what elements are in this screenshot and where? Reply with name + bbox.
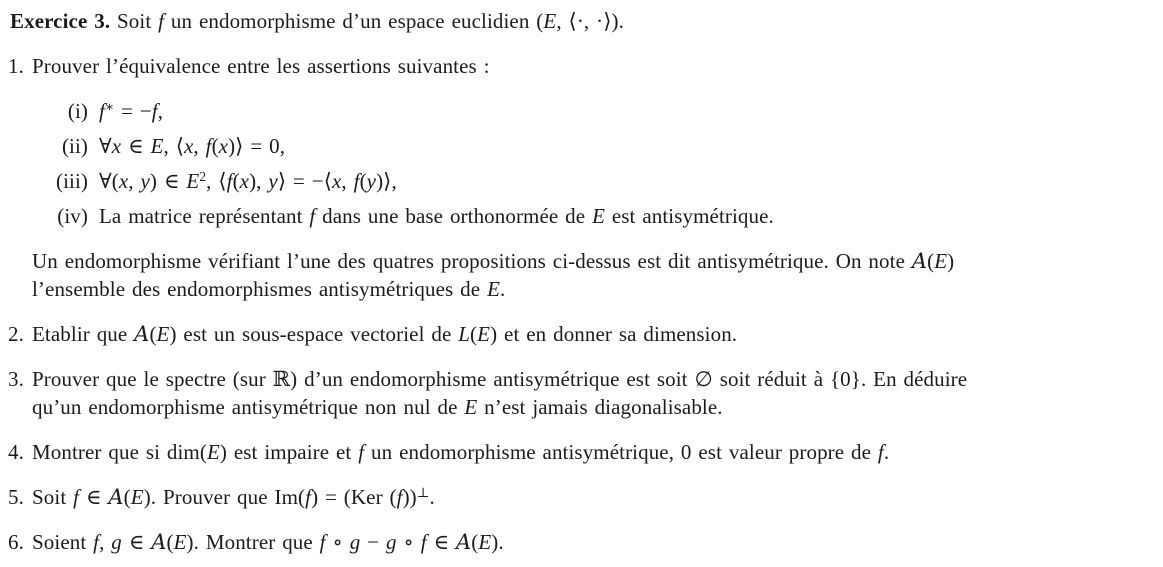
question-3-number: 3. bbox=[8, 367, 24, 391]
question-3-text: Prouver que le spectre (sur ℝ) d’un endomorphisme antisymétrique est soit ∅ soit réduit à {0}. En déduire qu’un endomorphisme antisymétrique non nul de E n’est jamais diagonalisable. bbox=[32, 367, 968, 419]
assertion-list bbox=[0, 97, 1163, 230]
assertion-iv bbox=[30, 202, 1163, 230]
question-5-number: 5. bbox=[8, 485, 24, 509]
assertion-ii-label: (ii) bbox=[61, 134, 88, 158]
assertion-iii-text: ∀(x, y) ∈ $E^2$, ⟨f(x), y⟩ = −⟨x, f(y)⟩, bbox=[99, 169, 397, 193]
question-6 bbox=[0, 528, 1163, 556]
question-3 bbox=[0, 365, 1163, 421]
assertion-i-text: f∗ = −f, bbox=[99, 99, 164, 123]
question-4 bbox=[0, 438, 1163, 466]
assertion-i bbox=[30, 97, 1163, 125]
question-2 bbox=[0, 320, 1163, 348]
assertion-ii-text: ∀x ∈ E, ⟨x, f(x)⟩ = 0, bbox=[99, 134, 286, 158]
question-1 bbox=[0, 52, 1163, 80]
question-4-number: 4. bbox=[8, 440, 24, 464]
question-1-text: Prouver l’équivalence entre les assertions suivantes : bbox=[32, 54, 490, 78]
assertion-iii-label: (iii) bbox=[56, 169, 88, 193]
question-6-number: 6. bbox=[8, 530, 24, 554]
question-5 bbox=[0, 483, 1163, 511]
assertion-iv-text: La matrice représentant f dans une base orthonormée de E est antisymétrique. bbox=[99, 204, 774, 228]
exercise-heading: Exercice 3. Soit f un endomorphisme d’un espace euclidien (E, ⟨·, ·⟩). bbox=[10, 9, 624, 33]
assertion-ii bbox=[30, 132, 1163, 160]
definition-note: Un endomorphisme vérifiant l’une des quatres propositions ci-dessus est dit antisymétrique. On note A(E) l’ensemble des endomorphismes antisymétriques de E. bbox=[32, 249, 955, 301]
assertion-i-label: (i) bbox=[67, 99, 88, 123]
question-6-text: Soient f, g ∈ A(E). Montrer que f ∘ g − g ∘ f ∈ A(E). bbox=[32, 530, 504, 554]
question-4-text: Montrer que si dim(E) est impaire et f un endomorphisme antisymétrique, 0 est valeur propre de f. bbox=[32, 440, 890, 464]
question-1-number: 1. bbox=[8, 54, 24, 78]
assertion-iv-label: (iv) bbox=[57, 204, 88, 228]
question-2-number: 2. bbox=[8, 322, 24, 346]
question-5-text: Soit f ∈ A(E). Prouver que Im(f) = (Ker (f))⊥. bbox=[32, 485, 435, 509]
question-2-text: Etablir que A(E) est un sous-espace vectoriel de L(E) et en donner sa dimension. bbox=[32, 322, 738, 346]
assertion-iii bbox=[30, 167, 1163, 195]
